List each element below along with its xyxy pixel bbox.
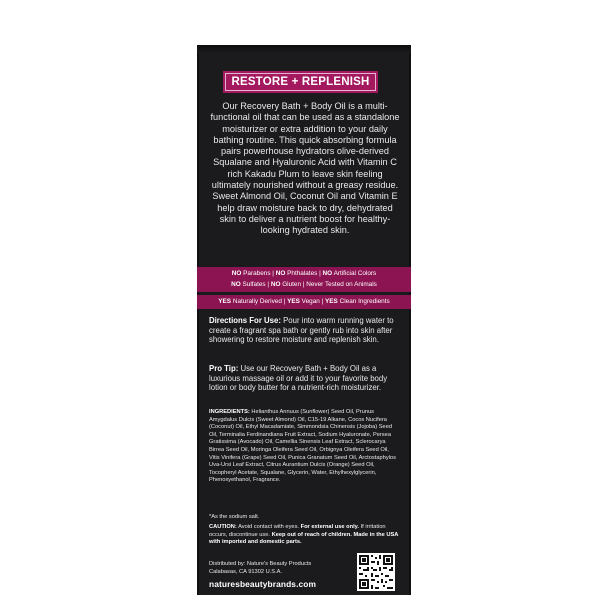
pro-tip-section [209,364,401,393]
claim-value: Clean Ingredients [339,298,390,305]
claim-value: Gluten [282,281,302,288]
ingredients-note: *As the sodium salt. [209,514,260,520]
caution-section [209,524,401,547]
claim-key: NO [270,281,281,288]
claim-key: NO [231,281,241,288]
ingredients-section [209,409,401,485]
caution-text-2: If irritation occurs, discontinue use. [209,524,386,538]
claim-key: YES [287,298,300,305]
distributor-info [209,561,339,576]
caution-bold-3: Made in the USA with imported and domestic parts. [209,531,399,546]
directions-text: Pour into warm running water to create a fragrant spa bath or gently rub into skin after showering to restore moisture and replenish skin. [209,316,394,345]
ingredients-text: Helianthus Annuus (Sunflower) Seed Oil, Prunus Amygdalus Dulcis (Sweet Almond) Oil, C15-19 Alkane, Cocos Nucifera (Coconut) Oil, Ethyl Macadamiate, Simmondsia Chinensis (Jojoba) Seed Oil, Terminalia Ferdinandiana Fruit Extract, Sodium Hyaluronate, Persea Gratissima (Avocado) Oil, Camellia Sinensis Leaf Extract, Sclerocarya Birrea Seed Oil, Moringa Oleifera Seed Oil, Orbignya Oleifera Seed Oil, Vitis Vinifera (Grape) Seed Oil, Punica Granatum Seed Oil, Arctostaphylos Uva-Ursi Leaf Extract, Citrus Aurantium Dulcis (Orange) Seed Oil, Tocopheryl Acetate, Squalane, Glycerin, Water, Ethylhexylglycerin, Phenoxyethanol, Fragrance. [209,409,396,484]
distributor-line-2: Calabasas, CA 91302 U.S.A. [209,568,283,575]
product-box-back [197,45,411,595]
claim-value: Naturally Derived [232,298,282,305]
no-claims-line-2: NO Sulfates | NO Gluten | Never Tested on Animals [231,281,377,288]
claim-value: Never Tested on Animals [306,281,377,288]
yes-claims-band: YES Naturally Derived | YES Vegan | YES Clean Ingredients [197,295,411,309]
directions-section [209,316,401,345]
claim-key: NO [275,270,286,277]
brand-website: naturesbeautybrands.com [209,579,317,589]
claim-value: Vegan [301,298,320,305]
pro-tip-text: Use our Recovery Bath + Body Oil as a luxurious massage oil or add it to your favorite body lotion or body butter for a nutrient-rich moisturizer. [209,364,388,393]
caution-text-1: Avoid contact with eyes. [238,524,300,530]
claim-value: Sulfates [242,281,266,288]
qr-code-icon [357,553,395,591]
claim-key: YES [325,298,338,305]
caution-bold-2: Keep out of reach of children. [271,531,352,538]
claim-value: Parabens [243,270,271,277]
no-claims-band [197,267,411,292]
pro-tip-label: Pro Tip: [209,364,239,373]
ingredients-label: INGREDIENTS: [209,409,250,415]
claim-key: NO [322,270,333,277]
directions-label: Directions For Use: [209,316,281,325]
box-top-shade [197,45,411,53]
caution-label: CAUTION: [209,524,237,530]
tag-label: RESTORE + REPLENISH [225,73,376,91]
claim-key: NO [231,270,242,277]
no-claims-line-1: NO Parabens | NO Phthalates | NO Artificial Colors [231,270,377,277]
product-description: Our Recovery Bath + Body Oil is a multi-functional oil that can be used as a standalone moisturizer or extra addition to your daily bathing routine. This quick absorbing formula pairs powerhouse hydrators olive-derived Squalane and Hyaluronic Acid with Vitamin C rich Kakadu Plum to leave skin feeling ultimately nourished without a greasy residue. Sweet Almond Oil, Coconut Oil and Vitamin E help draw moisture back to dry, dehydrated skin to deliver a nutrient boost for healthy-looking hydrated skin. [210,101,400,236]
caution-bold-1: For external use only. [300,524,359,530]
claim-value: Artificial Colors [333,270,377,277]
distributor-line-1: Distributed by: Nature's Beauty Products [209,561,312,567]
claim-value: Phthalates [287,270,318,277]
restore-replenish-tag [223,71,378,93]
claim-key: YES [218,298,232,305]
